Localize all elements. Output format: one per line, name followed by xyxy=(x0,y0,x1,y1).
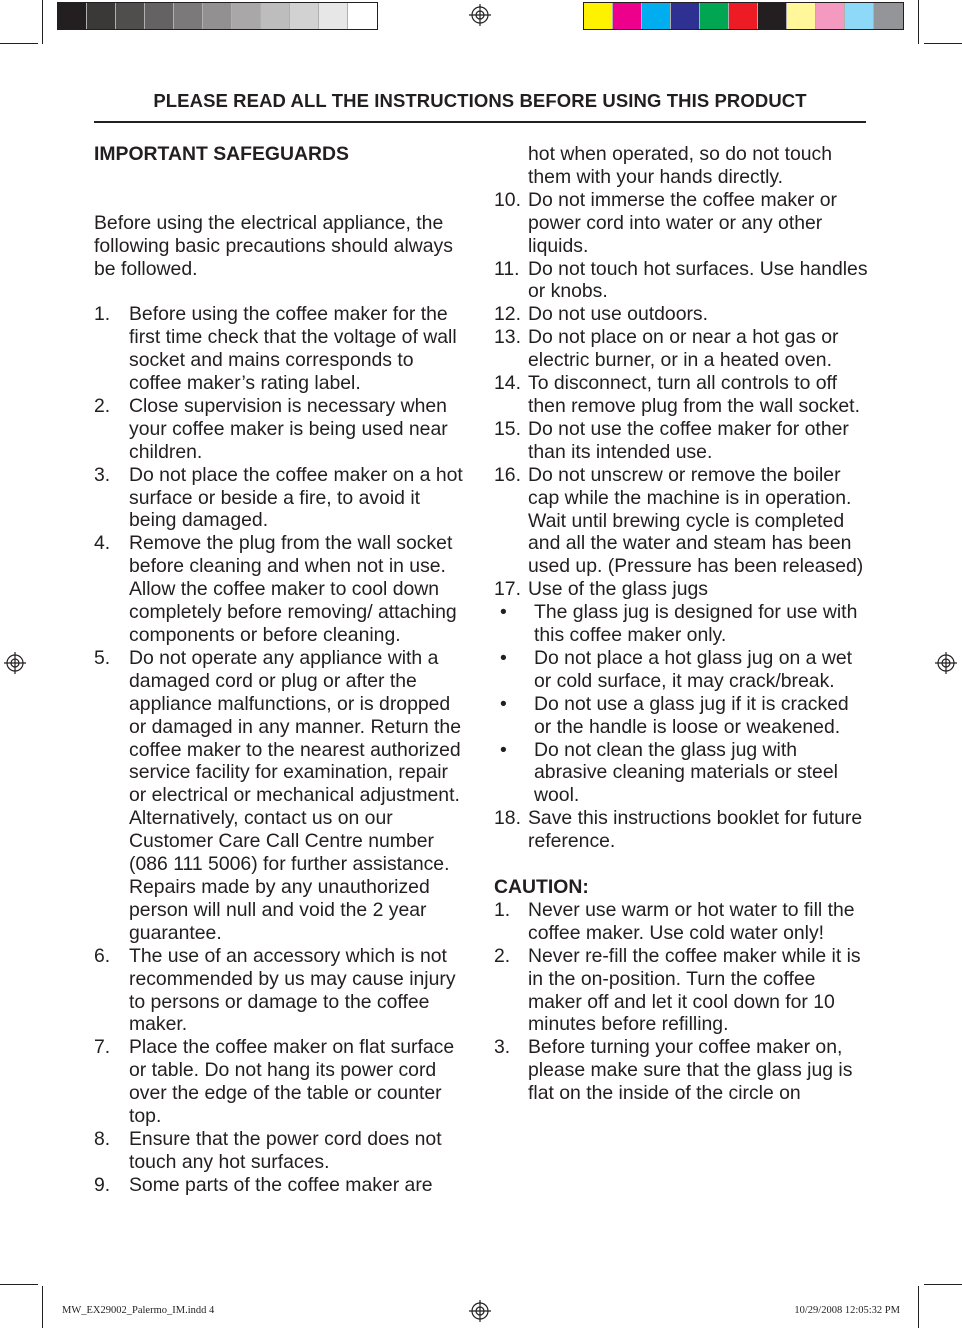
item-number: 3. xyxy=(494,1036,511,1059)
item-text: Before using the coffee maker for the first time check that the voltage of wall socket and mains corresponds to coffee maker’s rating label. xyxy=(129,303,457,395)
crop-mark xyxy=(924,43,962,44)
safeguards-title: IMPORTANT SAFEGUARDS xyxy=(94,143,349,165)
glass-jug-bullets xyxy=(494,601,870,807)
item-text: Do not touch hot surfaces. Use handles or knobs. xyxy=(528,257,868,303)
safeguards-list-continued xyxy=(494,189,870,601)
item-number: 13. xyxy=(494,326,521,349)
bullet-item xyxy=(500,647,870,693)
color-swatch xyxy=(87,3,116,29)
item-number: 9. xyxy=(94,1173,111,1196)
list-item xyxy=(494,326,870,372)
safeguards-list-end xyxy=(494,807,870,853)
process-color-bar xyxy=(583,2,904,30)
color-swatch xyxy=(261,3,290,29)
color-swatch xyxy=(232,3,261,29)
bullet-text: Do not place a hot glass jug on a wet or cold surface, it may crack/break. xyxy=(534,646,852,692)
color-swatch xyxy=(613,3,642,29)
item-number: 11. xyxy=(494,257,520,280)
color-swatch xyxy=(642,3,671,29)
heading-divider xyxy=(94,121,866,123)
color-swatch xyxy=(700,3,729,29)
item-text: Save this instructions booklet for future reference. xyxy=(528,807,863,853)
item-text: Do not place the coffee maker on a hot surface or beside a fire, to avoid it being damaged. xyxy=(129,463,463,532)
color-swatch xyxy=(758,3,787,29)
intro-paragraph: Before using the electrical appliance, the following basic precautions should always be followed. xyxy=(94,211,453,280)
item-text: Never re-fill the coffee maker while it is in the on-position. Turn the coffee maker off and let it cool down for 10 minutes before refilling. xyxy=(528,944,861,1036)
item-number: 14. xyxy=(494,372,521,395)
item-text: Do not use the coffee maker for other than its intended use. xyxy=(528,417,849,463)
item-text: Remove the plug from the wall socket before cleaning and when not in use. Allow the coffee maker to cool down completely before removing/ attaching components or before cleaning. xyxy=(129,532,457,646)
item-text: Ensure that the power cord does not touch any hot surfaces. xyxy=(129,1127,442,1173)
item-text: The use of an accessory which is not recommended by us may cause injury to persons or damage to the coffee maker. xyxy=(129,944,456,1036)
color-swatch xyxy=(145,3,174,29)
list-item xyxy=(494,372,870,418)
registration-mark-icon xyxy=(469,4,491,26)
bullet-item xyxy=(500,601,870,647)
item-text: Do not immerse the coffee maker or power cord into water or any other liquids. xyxy=(528,188,837,257)
list-item xyxy=(94,532,470,647)
item-text: Place the coffee maker on flat surface or table. Do not hang its power cord over the edge of the table or counter top. xyxy=(129,1036,455,1128)
registration-mark-icon xyxy=(935,652,957,674)
list-item xyxy=(494,303,870,326)
registration-mark-icon xyxy=(4,652,26,674)
color-swatch xyxy=(319,3,348,29)
color-swatch xyxy=(816,3,845,29)
crop-mark xyxy=(0,43,38,44)
right-column xyxy=(494,143,870,1105)
color-swatch xyxy=(729,3,758,29)
list-item xyxy=(94,945,470,1037)
item-number: 7. xyxy=(94,1036,111,1059)
item-number: 18. xyxy=(494,807,521,830)
page-heading: PLEASE READ ALL THE INSTRUCTIONS BEFORE USING THIS PRODUCT xyxy=(153,90,807,111)
item-number: 4. xyxy=(94,532,111,555)
bullet-icon: • xyxy=(500,646,507,669)
bullet-text: Do not clean the glass jug with abrasive cleaning materials or steel wool. xyxy=(534,738,838,807)
bullet-item xyxy=(500,693,870,739)
item-number: 1. xyxy=(494,898,511,921)
left-column xyxy=(94,143,470,1197)
item-number: 15. xyxy=(494,417,521,440)
crop-mark xyxy=(924,1284,962,1285)
item-text: Before turning your coffee maker on, please make sure that the glass jug is flat on the inside of the circle on xyxy=(528,1036,853,1105)
list-item xyxy=(94,1036,470,1128)
item-9-continuation: hot when operated, so do not touch them with your hands directly. xyxy=(528,143,833,188)
item-number: 16. xyxy=(494,463,521,486)
list-item xyxy=(94,1174,470,1197)
footer-filename: MW_EX29002_Palermo_IM.indd 4 xyxy=(62,1305,215,1316)
crop-mark xyxy=(918,0,919,44)
color-swatch xyxy=(787,3,816,29)
crop-mark xyxy=(42,1286,43,1328)
color-swatch xyxy=(348,3,377,29)
registration-mark-icon xyxy=(469,1300,491,1322)
item-text: Some parts of the coffee maker are xyxy=(129,1173,433,1196)
list-item xyxy=(494,945,870,1037)
color-swatch xyxy=(290,3,319,29)
list-item xyxy=(494,258,870,304)
item-text: Never use warm or hot water to fill the coffee maker. Use cold water only! xyxy=(528,898,855,944)
item-number: 6. xyxy=(94,944,111,967)
bullet-icon: • xyxy=(500,738,507,761)
item-text: To disconnect, turn all controls to off then remove plug from the wall socket. xyxy=(528,372,860,417)
color-swatch xyxy=(58,3,87,29)
color-swatch xyxy=(116,3,145,29)
footer-timestamp: 10/29/2008 12:05:32 PM xyxy=(794,1305,900,1316)
bullet-text: The glass jug is designed for use with this coffee maker only. xyxy=(534,601,858,647)
item-number: 12. xyxy=(494,303,521,326)
item-number: 8. xyxy=(94,1127,111,1150)
list-item xyxy=(494,1036,870,1105)
safeguards-list xyxy=(94,303,470,1196)
item-text: Close supervision is necessary when your coffee maker is being used near children. xyxy=(129,394,448,463)
item-number: 2. xyxy=(494,944,511,967)
crop-mark xyxy=(918,1286,919,1328)
bullet-text: Do not use a glass jug if it is cracked or the handle is loose or weakened. xyxy=(534,692,849,738)
gray-color-bar xyxy=(57,2,378,30)
item-number: 5. xyxy=(94,646,111,669)
color-swatch xyxy=(584,3,613,29)
list-item xyxy=(94,464,470,533)
item-text: Use of the glass jugs xyxy=(528,578,708,601)
item-number: 17. xyxy=(494,578,521,601)
color-swatch xyxy=(845,3,874,29)
caution-title: CAUTION: xyxy=(494,875,589,898)
color-swatch xyxy=(203,3,232,29)
crop-mark xyxy=(0,1284,38,1285)
item-text: Do not use outdoors. xyxy=(528,303,709,326)
color-swatch xyxy=(874,3,903,29)
list-item xyxy=(94,1128,470,1174)
item-text: Do not operate any appliance with a damaged cord or plug or after the appliance malfunctions, or is dropped or damaged in any manner. Return the coffee maker to the nearest authorized service facility for examination, repair or electrical or mechanical adjustment. Alternatively, contact us on our Customer Care Call Centre number (086 111 5006) for further assistance. Repairs made by any unauthorized person will null and void the 2 year guarantee. xyxy=(129,646,461,944)
list-item xyxy=(494,899,870,945)
list-item xyxy=(494,189,870,258)
item-text: Do not unscrew or remove the boiler cap while the machine is in operation. Wait until brewing cycle is completed and all the water and steam has been used up. (Pressure has been released) xyxy=(528,463,864,578)
bullet-icon: • xyxy=(500,601,507,624)
list-item xyxy=(494,578,870,601)
color-swatch xyxy=(174,3,203,29)
crop-mark xyxy=(42,0,43,44)
item-number: 1. xyxy=(94,303,111,326)
list-item xyxy=(94,303,470,395)
item-number: 2. xyxy=(94,394,111,417)
item-number: 3. xyxy=(94,463,111,486)
list-item xyxy=(494,807,870,853)
list-item xyxy=(94,647,470,945)
bullet-item xyxy=(500,739,870,808)
item-number: 10. xyxy=(494,188,521,211)
list-item xyxy=(494,418,870,464)
list-item xyxy=(94,395,470,464)
color-swatch xyxy=(671,3,700,29)
item-text: Do not place on or near a hot gas or electric burner, or in a heated oven. xyxy=(528,326,839,372)
caution-list xyxy=(494,899,870,1105)
list-item xyxy=(494,464,870,579)
bullet-icon: • xyxy=(500,692,507,715)
